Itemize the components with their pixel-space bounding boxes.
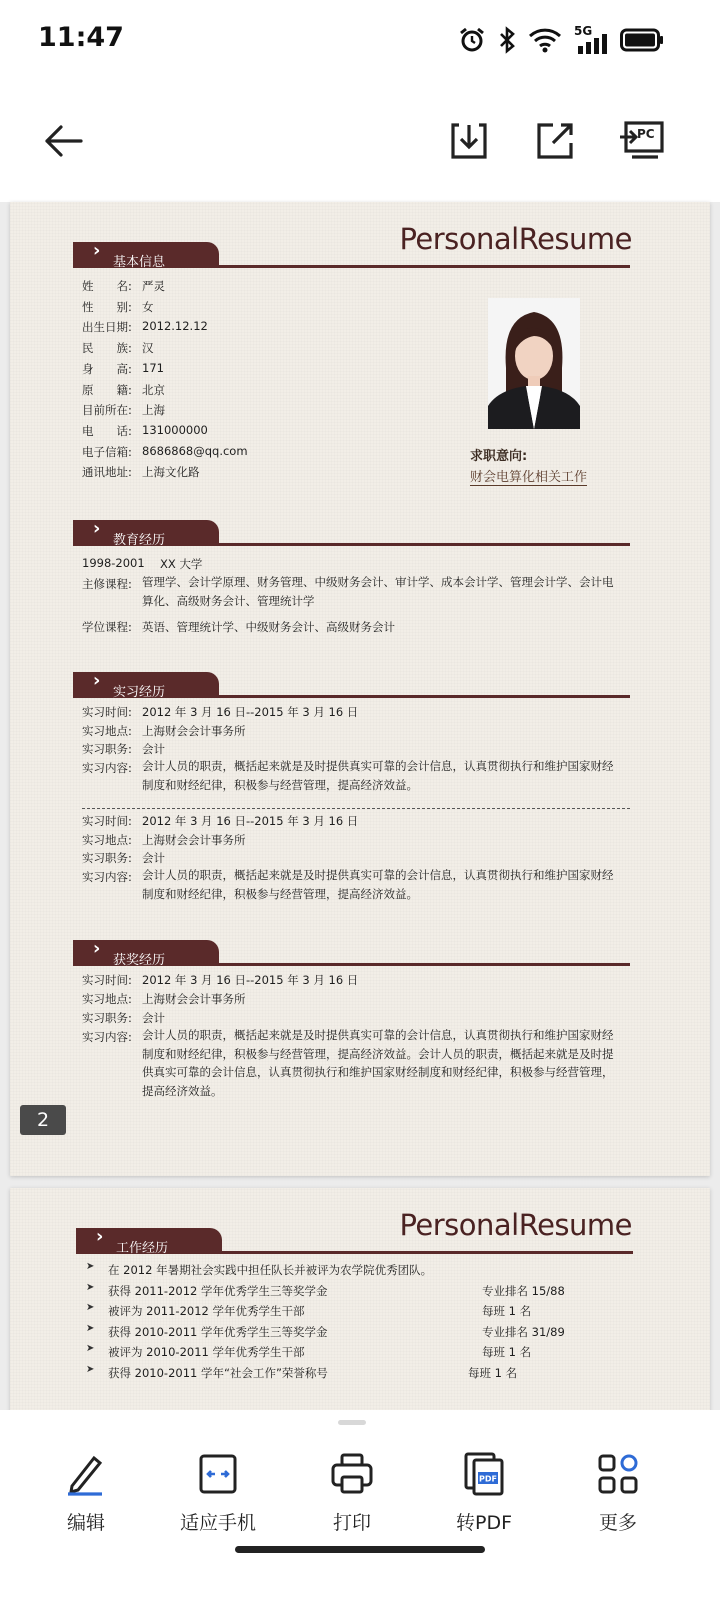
download-button[interactable] (444, 116, 494, 166)
work-item-text: 被评为 2011-2012 学年优秀学生干部 (108, 1304, 305, 1319)
work-item-text: 获得 2010-2011 学年“社会工作”荣誉称号 (108, 1366, 328, 1380)
basic-info-value: 2012.12.12 (142, 319, 208, 334)
basic-info-label: 原 籍: (82, 382, 132, 397)
intern-content-value: 会计人员的职责，概括起来就是及时提供真实可靠的会计信息，认真贯彻执行和维护国家财经制度和财经纪律，积极参与经营管理，提高经济效益。 (142, 759, 614, 792)
section-header-education: › 教育经历 (73, 520, 630, 546)
basic-info-value: 8686868@qq.com (142, 443, 248, 458)
share-button[interactable] (530, 116, 580, 166)
basic-info-label: 出生日期: (82, 320, 132, 335)
intern-label: 实习地点: (82, 832, 132, 847)
work-item-text: 获得 2011-2012 学年优秀学生三等奖学金 (108, 1283, 328, 1298)
award-content-value: 会计人员的职责，概括起来就是及时提供真实可靠的会计信息，认真贯彻执行和维护国家财经制度和财经纪律，积极参与经营管理，提高经济效益。会计人员的职责，概括起来就是及时提供真实可靠的会计信息，认真贯彻执行和维护国家财经制度和财经纪律，积极参与经营管理，提高经济效益。 (142, 1028, 614, 1098)
edu-courses-value: 管理学、会计学原理、财务管理、中级财务会计、审计学、成本会计学、管理会计学、会计电算化、高级财务会计、管理统计学 (142, 575, 614, 608)
chevron-right-icon: › (93, 240, 101, 261)
bullet-icon: ➤ (86, 1302, 95, 1314)
work-item-text: 被评为 2010-2011 学年优秀学生干部 (108, 1345, 305, 1360)
back-button[interactable] (38, 116, 88, 166)
intern-content-value: 会计人员的职责，概括起来就是及时提供真实可靠的会计信息，认真贯彻执行和维护国家财经制度和财经纪律，积极参与经营管理，提高经济效益。 (142, 868, 614, 901)
basic-info-label: 通讯地址: (82, 465, 132, 480)
intern-label: 实习时间: (82, 705, 132, 719)
work-item-note: 专业排名 31/89 (482, 1324, 565, 1339)
intern-value: 会计 (142, 851, 165, 865)
basic-info-label: 性 别: (82, 299, 132, 314)
job-intent-label: 求职意向: (470, 449, 528, 464)
basic-info-label: 身 高: (82, 361, 132, 376)
to-pdf-button[interactable]: PDF 转PDF (424, 1452, 544, 1542)
drag-handle[interactable] (338, 1420, 366, 1425)
work-item-note: 专业排名 15/88 (482, 1283, 565, 1298)
bluetooth-icon (498, 26, 516, 54)
back-arrow-icon (41, 119, 85, 163)
award-time-value: 2012 年 3 月 16 日--2015 年 3 月 16 日 (142, 973, 359, 987)
job-intent-value: 财会电算化相关工作 (470, 466, 587, 486)
section-header-basic: › 基本信息 (73, 242, 630, 268)
intern-label: 实习职务: (82, 851, 132, 865)
edu-school: XX 大学 (160, 557, 203, 571)
basic-info-label: 姓 名: (82, 279, 132, 293)
intern-value: 2012 年 3 月 16 日--2015 年 3 月 16 日 (142, 705, 359, 719)
edit-icon (64, 1452, 108, 1496)
alarm-icon (458, 26, 486, 54)
basic-info-value: 171 (142, 360, 164, 375)
basic-info-label: 电子信箱: (82, 444, 132, 459)
basic-info-value: 上海文化路 (142, 465, 200, 480)
edu-degree-label: 学位课程: (82, 620, 132, 634)
work-item-text: 在 2012 年暑期社会实践中担任队长并被评为农学院优秀团队。 (108, 1263, 433, 1277)
fit-phone-icon (196, 1452, 240, 1496)
intern-label: 实习时间: (82, 814, 132, 828)
work-item-note: 每班 1 名 (482, 1345, 532, 1360)
print-button[interactable]: 打印 (292, 1452, 412, 1542)
intern-label: 实习地点: (82, 723, 132, 738)
pc-icon (618, 119, 664, 163)
bullet-icon: ➤ (86, 1322, 95, 1334)
basic-info-value: 北京 (142, 382, 165, 397)
top-toolbar (0, 82, 720, 202)
resume-title: PersonalResume (399, 1208, 632, 1242)
print-icon (330, 1452, 374, 1496)
basic-info-value: 汉 (142, 341, 154, 356)
award-role-label: 实习职务: (82, 1011, 132, 1025)
award-place-label: 实习地点: (82, 992, 132, 1006)
chevron-right-icon: › (93, 938, 101, 959)
section-header-internship: › 实习经历 (73, 672, 630, 698)
pc-label: PC (637, 127, 655, 141)
network-type: 5G (574, 24, 593, 38)
work-item-note: 每班 1 名 (468, 1366, 518, 1380)
bullet-icon: ➤ (86, 1261, 95, 1272)
more-button[interactable]: 更多 (558, 1452, 678, 1542)
resume-title: PersonalResume (399, 222, 632, 256)
share-icon (533, 119, 577, 163)
bottom-action-bar (0, 1410, 720, 1604)
signal-icon (574, 26, 608, 54)
pc-view-button[interactable] (616, 116, 666, 166)
status-time: 11:47 (38, 22, 124, 53)
work-item-text: 获得 2010-2011 学年优秀学生三等奖学金 (108, 1324, 328, 1339)
award-time-label: 实习时间: (82, 973, 132, 987)
section-header-work: › 工作经历 (76, 1228, 633, 1254)
bullet-icon: ➤ (86, 1343, 95, 1355)
chevron-right-icon: › (93, 518, 101, 539)
basic-info-value: 131000000 (142, 422, 208, 437)
edu-degree-value: 英语、管理统计学、中级财务会计、高级财务会计 (142, 620, 395, 634)
basic-info-value: 女 (142, 299, 154, 314)
section-header-awards: › 获奖经历 (73, 940, 630, 966)
document-viewer[interactable] (0, 202, 720, 1440)
chevron-right-icon: › (96, 1226, 104, 1247)
basic-info-label: 电 话: (82, 423, 132, 438)
intern-label: 实习职务: (82, 742, 132, 756)
more-grid-icon (596, 1452, 640, 1496)
intern-content-label: 实习内容: (82, 870, 132, 884)
intern-value: 上海财会会计事务所 (142, 723, 246, 738)
edu-courses-label: 主修课程: (82, 577, 132, 591)
bullet-icon: ➤ (86, 1364, 95, 1375)
award-content-label: 实习内容: (82, 1030, 132, 1044)
basic-info-value: 严灵 (142, 279, 165, 293)
fit-phone-button[interactable]: 适应手机 (158, 1452, 278, 1542)
page-number-badge: 2 (20, 1105, 66, 1135)
bullet-icon: ➤ (86, 1281, 95, 1293)
resume-page-1 (10, 202, 710, 1176)
edit-button[interactable]: 编辑 (26, 1452, 146, 1542)
svg-text:PDF: PDF (479, 1474, 497, 1484)
intern-value: 会计 (142, 742, 165, 756)
work-item-note: 每班 1 名 (482, 1304, 532, 1319)
home-indicator[interactable] (235, 1546, 485, 1553)
wifi-icon (528, 27, 562, 53)
pdf-icon (462, 1452, 506, 1496)
divider (82, 808, 630, 809)
award-role-value: 会计 (142, 1011, 165, 1025)
download-icon (447, 119, 491, 163)
status-icons (458, 24, 664, 56)
chevron-right-icon: › (93, 670, 101, 691)
basic-info-label: 民 族: (82, 341, 132, 356)
basic-info-label: 目前所在: (82, 403, 132, 418)
edu-period: 1998-2001 (82, 556, 145, 570)
intern-value: 2012 年 3 月 16 日--2015 年 3 月 16 日 (142, 814, 359, 828)
basic-info-value: 上海 (142, 403, 165, 418)
status-bar (0, 0, 720, 82)
award-place-value: 上海财会会计事务所 (142, 992, 246, 1006)
intern-value: 上海财会会计事务所 (142, 832, 246, 847)
battery-icon (620, 28, 664, 52)
profile-photo (488, 298, 580, 429)
intern-content-label: 实习内容: (82, 761, 132, 775)
